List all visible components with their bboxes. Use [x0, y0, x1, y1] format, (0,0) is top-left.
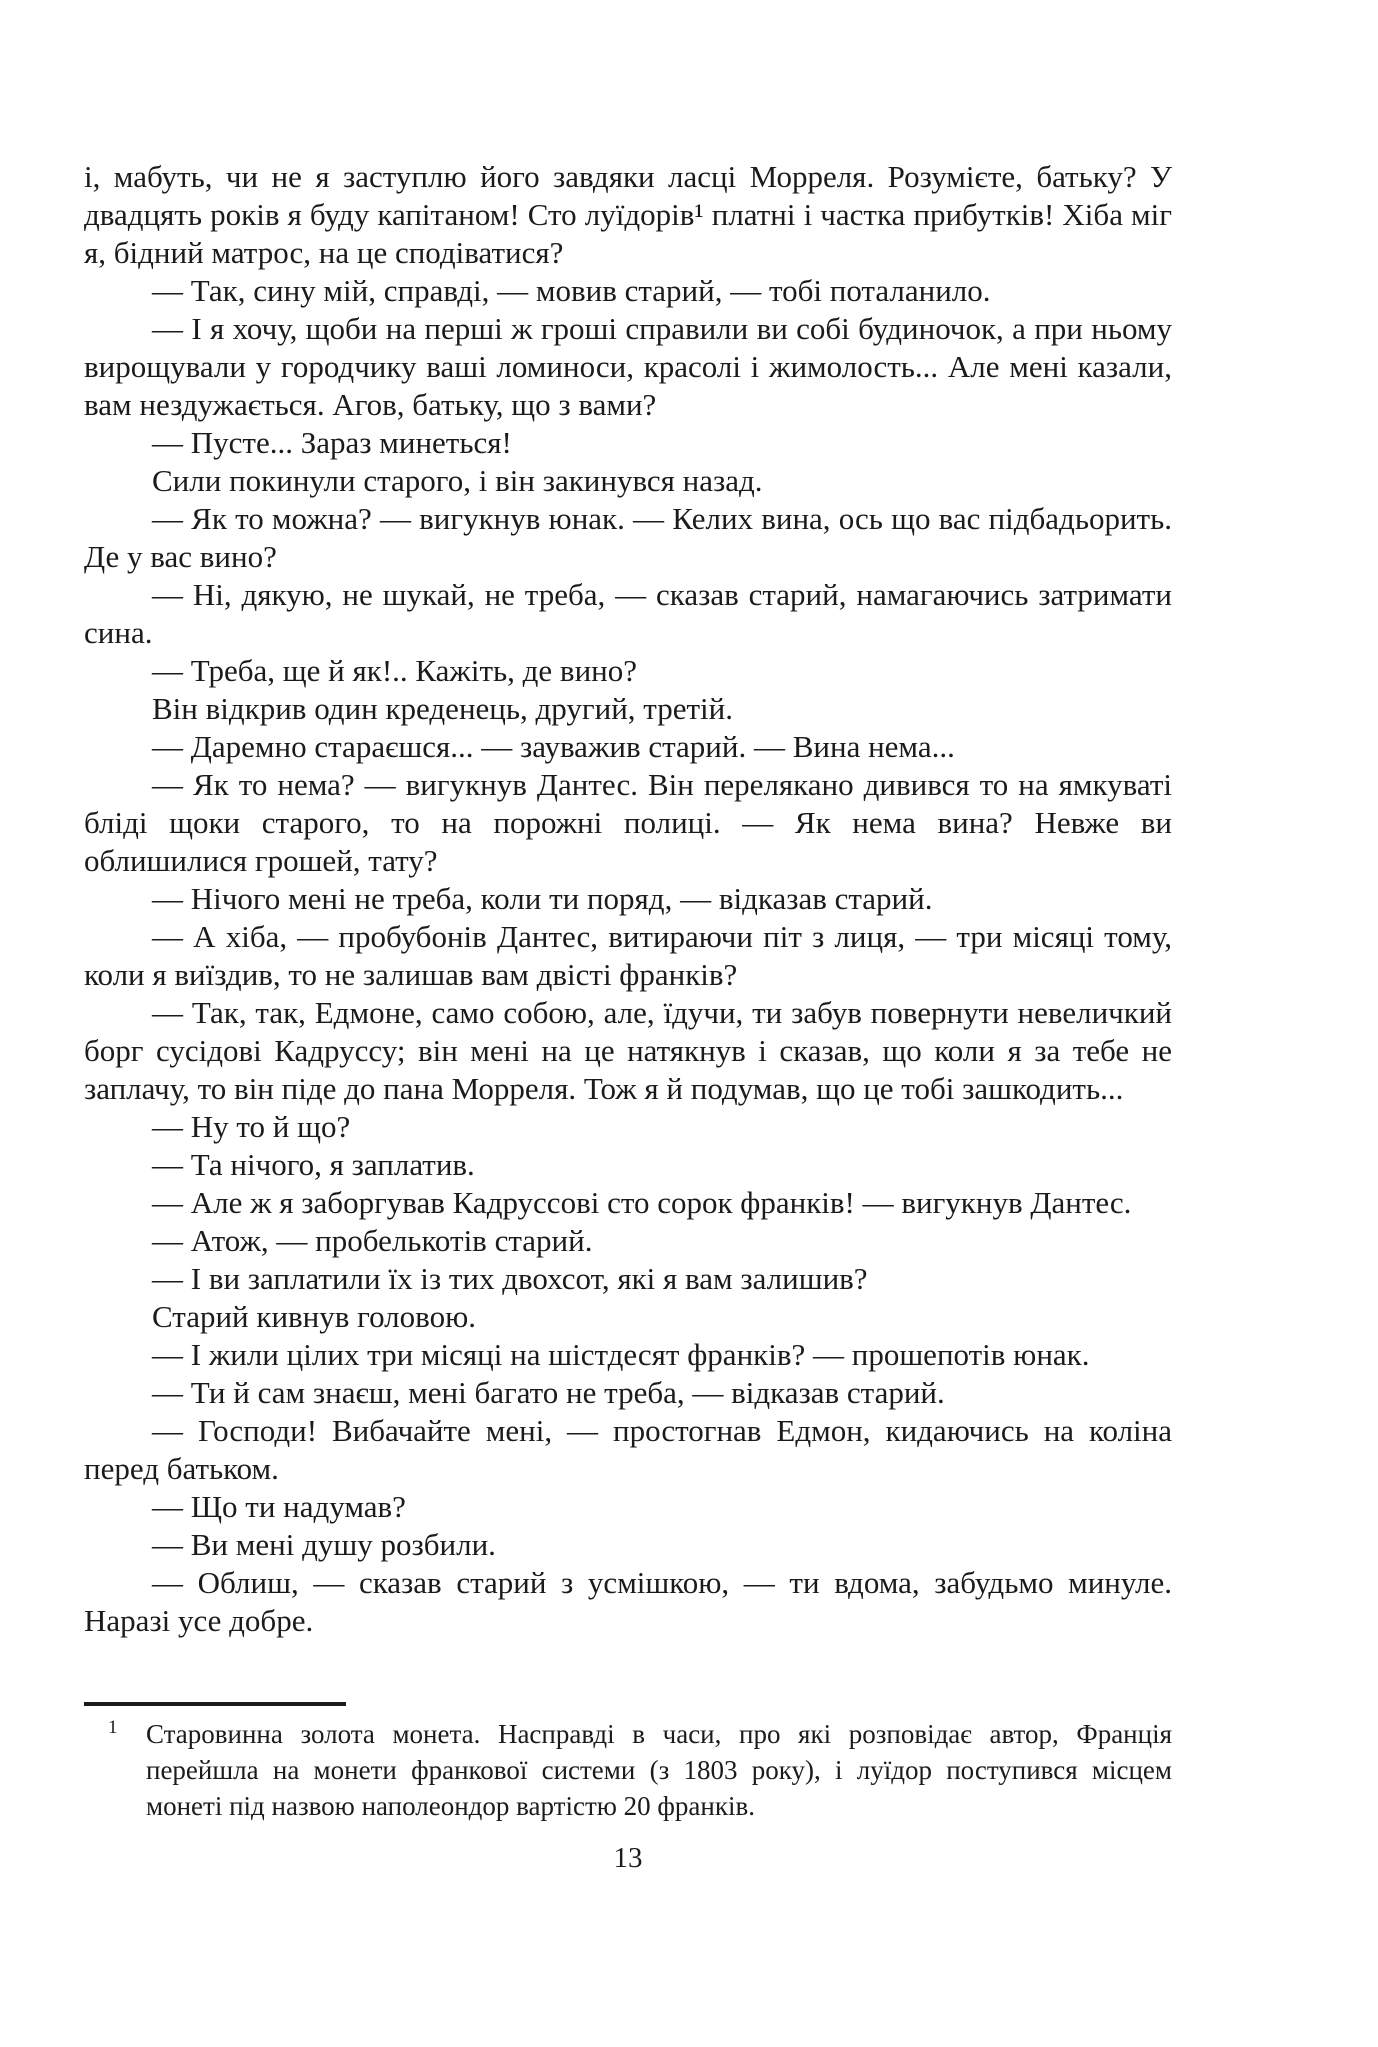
paragraph: — Атож, — пробелькотів старий.	[152, 1223, 593, 1258]
paragraph: — Нічого мені не треба, коли ти поряд, — відказав старий.	[152, 881, 933, 916]
paragraph: — Господи! Вибачайте мені, — простогнав Едмон, кидаючись на коліна перед батьком.	[84, 1413, 1172, 1486]
paragraph: Він відкрив один креденець, другий, третій.	[152, 691, 733, 726]
paragraph: — Ні, дякую, не шукай, не треба, — сказав старий, намагаючись затримати сина.	[84, 577, 1172, 650]
paragraph: — Так, сину мій, справді, — мовив старий, — тобі поталанило.	[152, 273, 991, 308]
paragraph: Сили покинули старого, і він закинувся назад.	[152, 463, 763, 498]
paragraph: — Як то можна? — вигукнув юнак. — Келих вина, ось що вас підбадьорить. Де у вас вино?	[84, 501, 1172, 574]
paragraph: — Треба, ще й як!.. Кажіть, де вино?	[152, 653, 638, 688]
paragraph: — Пусте... Зараз минеться!	[152, 425, 512, 460]
paragraph: Старий кивнув головою.	[152, 1299, 476, 1334]
paragraph: — А хіба, — пробубонів Дантес, витираючи піт з лиця, — три місяці тому, коли я виїздив, то не залишав вам двісті франків?	[84, 919, 1172, 992]
paragraph: — Ну то й що?	[152, 1109, 351, 1144]
paragraph: — І жили цілих три місяці на шістдесят франків? — прошепотів юнак.	[152, 1337, 1090, 1372]
paragraph: — Та нічого, я заплатив.	[152, 1147, 475, 1182]
paragraph: — Облиш, — сказав старий з усмішкою, — ти вдома, забудьмо минуле. Наразі усе добре.	[84, 1565, 1172, 1638]
footnote	[108, 1716, 1172, 1824]
paragraph: — Даремно стараєшся... — зауважив старий. — Вина нема...	[152, 729, 955, 764]
footnote-marker: 1	[108, 1717, 118, 1738]
paragraph: — І ви заплатили їх із тих двохсот, які я вам залишив?	[152, 1261, 868, 1296]
paragraph: і, мабуть, чи не я заступлю його завдяки ласці Морреля. Розумієте, батьку? У двадцять років я буду капітаном! Сто луїдорів¹ платні і частка прибутків! Хіба міг я, бідний матрос, на це сподіватися?	[84, 159, 1172, 270]
paragraph: — Але ж я заборгував Кадруссові сто сорок франків! — вигукнув Дантес.	[152, 1185, 1132, 1220]
footnote-separator	[84, 1702, 346, 1706]
paragraph: — І я хочу, щоби на перші ж гроші справили ви собі будиночок, а при ньому вирощували у городчику ваші ломиноси, красолі і жимолость... Але мені казали, вам нездужається. Агов, батьку, що з вами?	[84, 311, 1172, 422]
body-text	[84, 158, 1172, 1640]
paragraph: — Ти й сам знаєш, мені багато не треба, — відказав старий.	[152, 1375, 945, 1410]
paragraph: — Так, так, Едмоне, само собою, але, їдучи, ти забув повернути невеличкий борг сусідові Кадруссу; він мені на це натякнув і сказав, що коли я за тебе не заплачу, то він піде до пана Морреля. Тож я й подумав, що це тобі зашкодить...	[84, 995, 1172, 1106]
footnote-text: Старовинна золота монета. Насправді в часи, про які розповідає автор, Франція перейшла на монети франкової системи (з 1803 року), і луїдор поступився місцем монеті під назвою наполеондор вартістю 20 франків.	[146, 1719, 1172, 1821]
page-number: 13	[613, 1842, 643, 1874]
paragraph: — Як то нема? — вигукнув Дантес. Він перелякано дивився то на ямкуваті бліді щоки старого, то на порожні полиці. — Як нема вина? Невже ви облишилися грошей, тату?	[84, 767, 1172, 878]
paragraph: — Що ти надумав?	[152, 1489, 406, 1524]
paragraph: — Ви мені душу розбили.	[152, 1527, 496, 1562]
